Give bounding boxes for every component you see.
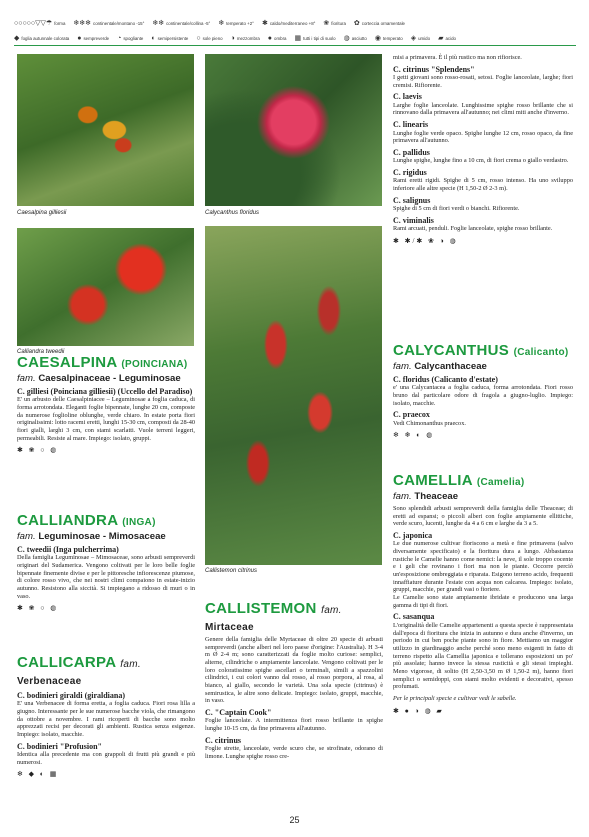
species-text: Rami arcuati, penduli. Foglie lanceolate, spighe rosso brillante.	[393, 225, 553, 233]
legend-strip	[14, 16, 576, 48]
legend-item	[152, 20, 210, 27]
species-text: Foglie lanceolate. A intermittenza fiori rosso brillante in spighe lunghe 10-15 cm, da fine primavera all'autunno.	[205, 717, 383, 733]
legend-symbol-icon: ❄❄	[152, 20, 165, 27]
legend-item	[151, 35, 188, 42]
legend-label: fioritura	[331, 21, 346, 26]
legend-label: continentale/montano -15°	[93, 21, 145, 26]
legend-label: sempreverde	[83, 36, 110, 41]
genus-title: CALYCANTHUS (Calicanto)	[393, 342, 569, 359]
species-name: C. pallidus	[393, 147, 430, 157]
legend-row-2	[14, 31, 576, 46]
species-text: Rami eretti rigidi. Spighe di 5 cm, rosso intenso. Ha uno sviluppo inferiore alle altre specie (H 1,50-2 Ø 2-3 m).	[393, 177, 573, 192]
care-icons: ✱ ● ◑ ◍ ▰	[393, 706, 444, 715]
legend-symbol-icon: ◐	[151, 35, 156, 42]
legend-item	[375, 35, 403, 42]
species-text: Spighe di 5 cm di fiori verdi o bianchi. Rifiorente.	[393, 205, 520, 213]
genus-title: CALLICARPA fam. Verbenaceae	[17, 654, 141, 687]
care-icons: ❄ ❄ ◐ ◍	[393, 431, 435, 440]
species-name: C. bodinieri "Profusion"	[17, 741, 102, 751]
legend-item	[218, 20, 254, 27]
legend-item	[231, 35, 260, 42]
genus-description: Sono splendidi arbusti sempreverdi della famiglia delle Theaceae; di eretti ad espansi; o piccoli alberi con foglie ampiamente ellittiche, verde scuro, lucenti, lunghe da 4 a 6 cm e larghe da 3 a 5.	[393, 505, 573, 528]
species-text: Larghe foglie lanceolate. Lunghissime spighe rosso brillante che si rinnovano dalla primavera all'autunno; nei climi miti anche d'inverno.	[393, 101, 573, 117]
legend-label: umido	[418, 36, 431, 41]
legend-symbol-icon: ✱	[261, 20, 268, 27]
care-icons: ✱ ✱/✱ ❀ ◑ ◍	[393, 236, 458, 245]
legend-item	[117, 35, 143, 42]
care-icons: ✱ ❀ ○ ◍	[17, 604, 59, 613]
entry-callicarpa	[17, 654, 195, 778]
photo-caesalpina	[17, 54, 194, 206]
legend-symbol-icon: ○○○○○▽▽☂	[14, 20, 53, 27]
legend-symbol-icon: ◈	[410, 35, 417, 42]
legend-label: semipersistente	[157, 36, 189, 41]
legend-divider	[14, 45, 576, 46]
family-line: fam. Calycanthaceae	[393, 361, 487, 372]
legend-label: caldo/mediterraneo +8°	[269, 21, 316, 26]
legend-label: sole pieno	[202, 36, 223, 41]
legend-symbol-icon: ◔	[117, 35, 122, 42]
entry-callistemon-continued	[393, 54, 573, 245]
species-name: C. salignus	[393, 195, 431, 205]
legend-item	[438, 35, 456, 42]
legend-symbol-icon: ●	[77, 35, 82, 42]
legend-symbol-icon: ❀	[323, 20, 330, 27]
legend-item	[196, 35, 222, 42]
continued-text: misi a primavera. È il più rustico ma non rifiorisce.	[393, 54, 522, 61]
legend-label: spogliante	[123, 36, 144, 41]
entry-calycanthus	[393, 342, 573, 439]
photo-calliandra	[17, 228, 194, 346]
species-name: C. japonica	[393, 531, 433, 541]
legend-item	[294, 35, 335, 42]
legend-label: corteccia ornamentale	[361, 21, 405, 26]
caption-calycanthus: Calycanthus floridus	[205, 210, 260, 216]
species-text: Foglie strette, lanceolate, verde scuro che, se strofinate, odorano di limone. Lunghe spighe rosso cre-	[205, 745, 383, 760]
legend-item	[14, 20, 65, 27]
photo-calycanthus	[205, 54, 382, 206]
legend-symbol-icon: ❄	[218, 20, 225, 27]
care-icons: ✱ ❀ ○ ◍	[17, 446, 59, 455]
legend-label: temperato +2°	[226, 21, 254, 26]
genus-title: CAESALPINA (POINCIANA)	[17, 354, 188, 371]
species-text: Vedi Chimonanthus praecox.	[393, 419, 466, 427]
photo-callistemon	[205, 226, 382, 565]
caption-callistemon: Callistemon citrinus	[205, 568, 258, 574]
legend-symbol-icon: ○	[196, 35, 201, 42]
species-name: C. laevis	[393, 92, 422, 102]
family-line: fam. Theaceae	[393, 491, 459, 502]
species-name: C. citrinus "Splendens"	[393, 64, 475, 74]
species-name: C. sasanqua	[393, 612, 435, 622]
legend-label: ombra	[274, 36, 287, 41]
species-text: E' un arbusto delle Caesalpiniacee – Leguminosae a foglia caduca, di forma arrotondata. Eleganti foglie bipennate, lunghe 20 cm, composte da numerose foglioline oblunghe, verde chiaro. In estate porta fiori originalissimi: lotto racemi eretti, lunghi 15-30 cm, composti da 28-40 fiori gialli, larghi 3 cm, con stami scarlatti. Vuole terreni leggeri, permeabili. Resiste al mare. Impiego: isolato, gruppi.	[17, 396, 195, 442]
care-icons: ❄ ◆ ◐ ▦	[17, 770, 59, 779]
legend-item	[323, 20, 346, 27]
legend-label: forma	[54, 21, 66, 26]
family-line: fam. Leguminosae - Mimosaceae	[17, 531, 166, 542]
legend-item	[268, 35, 287, 42]
species-name: C. bodinieri giraldi (giraldiana)	[17, 691, 126, 700]
legend-label: foglia autunnale colorata	[21, 36, 70, 41]
caption-caesalpina: Caesalpina gilliesii	[17, 210, 67, 216]
legend-symbol-icon: ◍	[343, 35, 350, 42]
species-name: C. praecox	[393, 410, 430, 420]
legend-item	[73, 20, 144, 27]
legend-symbol-icon: ◑	[230, 35, 235, 42]
legend-symbol-icon: ❄❄❄	[73, 20, 92, 27]
legend-item	[14, 35, 69, 42]
legend-label: continentale/collina -5°	[166, 21, 211, 26]
legend-row-1	[14, 16, 576, 31]
species-text: e' una Calycantacea a foglia caduca, forma arrotondata. Fiori rosso bruno dal particolare odore di fragola a giugno-luglio. Impiego: isolato, macchie.	[393, 384, 573, 407]
legend-symbol-icon: ✿	[353, 20, 360, 27]
species-name: C. linearis	[393, 120, 429, 130]
species-text: Identica alla precedente ma con grappoli di frutti più grandi e più numerosi.	[17, 751, 195, 766]
species-text: L'originalità delle Camelie appartenenti a questa specie è rappresentata dall'epoca di fioritura che inizia in autunno e dura anche d'inverno, un periodo in cui ben poche piante sono in fiore. Mettiamo un maggior utilizzo in giardinaggio anche perché sono meno esigenti in fatto di terreno rispetto alla Camellia japonica e tollerano esposizioni un po' più assolate; hanno invece la stessa rusticità e gli stessi impieghi. Meno vigorose, di solito (H 2,50-3,50 m Ø 1,50-2 m), hanno fiori semplici o semidoppi, con stami molto evidenti e decorativi, spesso profumati.	[393, 621, 573, 691]
family-line: fam. Caesalpinaceae - Leguminosae	[17, 373, 181, 384]
species-text: Lunghe foglie verde opaco. Spighe lunghe 12 cm, rosso opaco, da fine primavera all'autunno.	[393, 129, 573, 145]
species-name: C. viminalis	[393, 215, 434, 225]
species-name: C. rigidus	[393, 167, 427, 177]
species-name: C. tweedii (Inga pulcherrima)	[17, 545, 119, 554]
entry-calliandra	[17, 512, 195, 612]
legend-label: asciutto	[351, 36, 367, 41]
species-text: E' una Verbenacee di forma eretta, a foglia caduca. Fiori rosa lilla a giugno. Interessante per le sue numerose bacche viola, che rimangono da ottobre a novembre. I rami ricoperti di bacche sono molto apprezzati recisi per decorati gli ambienti. Rustica senza esigenze. Impiego: isolato, macchie.	[17, 700, 195, 739]
legend-label: acido	[445, 36, 456, 41]
legend-label: mezzombra	[236, 36, 260, 41]
entry-callistemon	[205, 600, 383, 761]
genus-title: CALLISTEMON fam. Mirtaceae	[205, 600, 342, 633]
species-text: I getti giovani sono rosso-rosati, setosi. Foglie lanceolate, larghe; fiori cremisi. Rifiorente.	[393, 74, 573, 89]
legend-symbol-icon: ▰	[438, 35, 444, 42]
caption-calliandra: Calliandra tweedii	[17, 349, 65, 355]
genus-title: CALLIANDRA (INGA)	[17, 512, 156, 529]
legend-item	[411, 35, 430, 42]
table-reference-note: Per le principali specie e cultivar vedi le sabelle.	[393, 694, 517, 702]
entry-caesalpina	[17, 354, 195, 454]
species-name: C. gilliesi (Poinciana gilliesii) (Uccello del Paradiso)	[17, 387, 193, 396]
species-name: C. "Captain Cook"	[205, 708, 272, 718]
legend-item	[354, 20, 405, 27]
entry-camellia	[393, 472, 573, 715]
legend-item	[77, 35, 109, 42]
legend-symbol-icon: ◉	[374, 35, 381, 42]
legend-symbol-icon: ▦	[294, 35, 302, 42]
legend-label: temperato	[382, 36, 403, 41]
genus-title: CAMELLIA (Camelia)	[393, 472, 525, 489]
species-text: Le due numerose cultivar fioriscono a metà e fine primavera (salvo diversamente specificato) e la fioritura dura a lungo. Abbastanza rustiche le Camelie hanno come nemici: la neve, il sole troppo cocente e i geli che rovinano i fiori ma non le piante. Occorre perciò un'esposizione ombreggiata e riparata. Esigono terreno acido, frequenti innaffiature durante l'estate con acqua non calcarea. Impiego: isolato, gruppi, macchie, per grandi vasi o fioriere. Le Camelie sono state ampiamente ibridate e producono una larga gamma di tipi di fiori.	[393, 540, 573, 609]
legend-item	[262, 20, 315, 27]
species-text: Lunghe spighe, lunghe fino a 10 cm, di fiori crema o giallo verdastro.	[393, 157, 569, 165]
genus-description: Genere della famiglia delle Myrtaceae di oltre 20 specie di arbusti sempreverdi (anche alberi nel loro paese d'origine: l'Australia). H 3-4 m Ø 2-4 m; sono caratterizzati da foglie molto curiose: semplici, alterne, cilindriche o ampiamente lanceolate. Vengono coltivati per le loro coloratissime spighe ascellari o terminali, simili a spazzolini cilindrici, i cui colori vanno dal rosso, al rosso porpora, al rosa, al bianco, al giallo, secondo le varietà. Una sola specie (citrinus) è semirustica, le altre sono delicate. Impiego: isolato, gruppi, macchie, in vaso.	[205, 636, 383, 705]
legend-label: tutti i tipi di suolo	[303, 36, 336, 41]
species-text: Della famiglia Leguminosae – Mimosaceae, sono arbusti sempreverdi originari del Sudamerica. Vengono coltivati per le loro belle foglie bipennate finemente divise e per le pittoresche infiorescenze piumose, di colore rosso vivo, che nei nostri climi compaiono in estate-inizio autunno. Resistono alla siccità. Si impiegano a ridosso di muri o in vaso.	[17, 554, 195, 600]
species-name: C. citrinus	[205, 735, 241, 745]
legend-item	[344, 35, 367, 42]
page-number: 25	[289, 815, 300, 825]
legend-symbol-icon: ◆	[14, 35, 20, 42]
legend-symbol-icon: ●	[267, 35, 273, 42]
species-name: C. floridus (Calicanto d'estate)	[393, 375, 498, 384]
